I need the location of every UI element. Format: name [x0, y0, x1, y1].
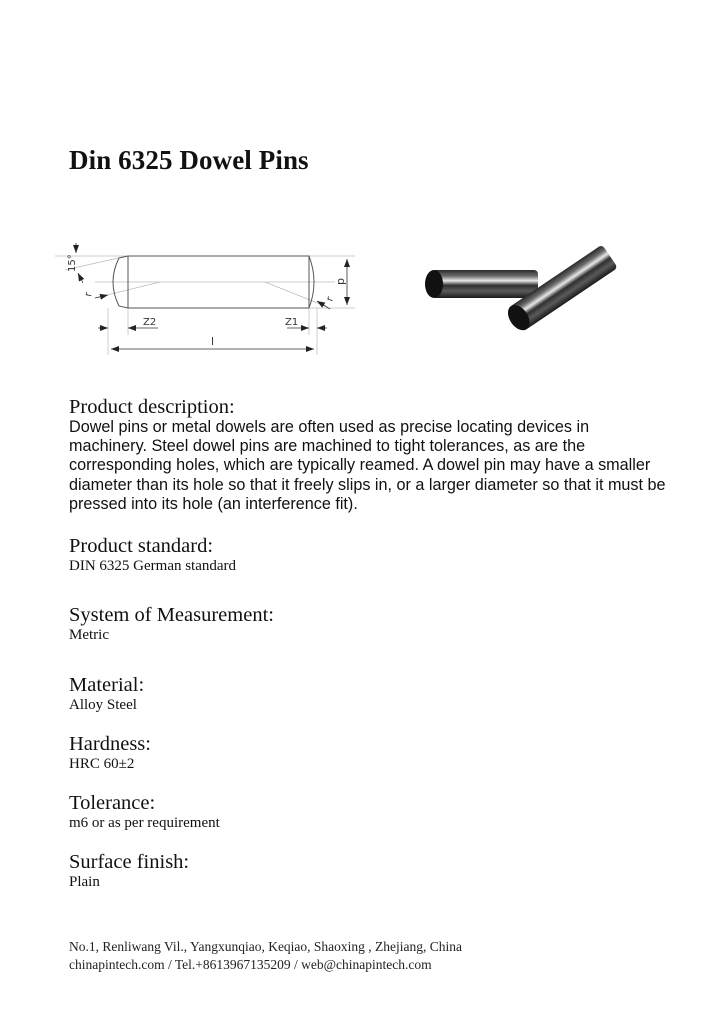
standard-heading: Product standard:	[69, 535, 214, 557]
pin-left	[425, 270, 538, 298]
standard-value: DIN 6325 German standard	[69, 558, 237, 574]
section-hardness	[69, 733, 151, 773]
footer-contact: chinapintech.com / Tel.+8613967135209 / web@chinapintech.com	[69, 956, 432, 972]
material-heading: Material:	[69, 674, 145, 696]
label-l: l	[211, 335, 215, 348]
surface-value: Plain	[69, 874, 100, 890]
label-z1: Z1	[285, 317, 299, 328]
label-r-left: r	[83, 291, 95, 298]
description-text: Dowel pins or metal dowels are often used as precise locating devices in machinery. Steel dowel pins are machined to tight tolerances, as are the corresponding holes, which are typically reamed. A dowel pin may have a smaller diameter than its hole so that it freely slips in, or a larger diameter so that it must be pressed into its hole (an interference fit).	[69, 418, 666, 513]
section-tolerance	[69, 792, 220, 832]
label-z2: Z2	[143, 317, 157, 328]
label-r-right: r	[324, 295, 337, 304]
tolerance-heading: Tolerance:	[69, 792, 156, 814]
dim-angle-b	[78, 273, 83, 283]
dim-r-left	[95, 295, 108, 298]
hardness-value: HRC 60±2	[69, 756, 135, 772]
section-material	[69, 674, 144, 714]
hardness-heading: Hardness:	[69, 733, 151, 755]
section-description	[69, 396, 669, 514]
footer	[69, 938, 462, 973]
description-heading: Product description:	[69, 396, 235, 418]
label-angle: 15°	[67, 254, 78, 272]
measurement-value: Metric	[69, 627, 109, 643]
surface-heading: Surface finish:	[69, 851, 190, 873]
tolerance-value: m6 or as per requirement	[69, 815, 220, 831]
label-d: d	[335, 278, 348, 285]
footer-address: No.1, Renliwang Vil., Yangxunqiao, Keqiao, Shaoxing , Zhejiang, China	[69, 939, 463, 954]
measurement-heading: System of Measurement:	[69, 604, 274, 626]
section-standard	[69, 535, 236, 575]
dowel-pins-photo	[400, 240, 620, 350]
dowel-pin-technical-drawing	[55, 215, 375, 365]
material-value: Alloy Steel	[69, 697, 137, 713]
section-measurement	[69, 604, 274, 644]
page-title: Din 6325 Dowel Pins	[69, 145, 309, 175]
section-surface	[69, 851, 189, 891]
